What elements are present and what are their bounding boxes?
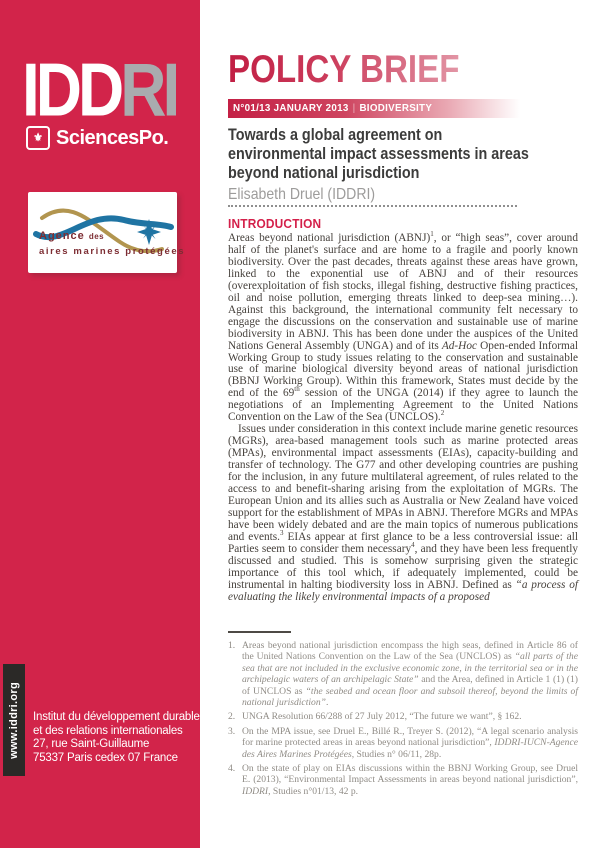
agency-name-small: des — [88, 232, 105, 241]
sciencespo-logo — [26, 126, 168, 150]
document-title-line: environmental impact assessments in areas — [228, 145, 529, 163]
footnote-number: 1. — [228, 640, 236, 651]
footnote — [228, 640, 578, 708]
text-segment: 4 — [411, 541, 415, 550]
iddri-logo-part1: IDD — [22, 47, 121, 133]
address-line: 75337 Paris cedex 07 France — [33, 751, 178, 764]
text-segment: and the Area, defined in Article 1 (1) (1) of UNCLOS as — [242, 674, 578, 697]
footnote-text — [242, 640, 578, 708]
text-segment: Ad-Hoc — [441, 339, 478, 352]
text-segment: Areas beyond national jurisdiction (ABNJ) — [228, 232, 431, 244]
text-segment: Issues under consideration in this context include marine genetic resources (MGRs), area-based management tools such as marine protected areas (MPAs), environmental impact assessments (EIAs), capacity-building and transfer of technology. The G77 and other developing countries are pushing for the inclusion, in any future multilateral agreement, of rules related to the access to and benefit-sharing arising from the exploitation of MGRs. The European Union and its allies such as Australia or New Zealand have voiced support for the establishment of MPAs in ABNJ. Therefore MGRs and MPAs have been widely debated and are the main topics of numerous publications and events. — [228, 423, 578, 543]
institute-address — [33, 711, 200, 765]
footnote-number: 3. — [228, 725, 236, 737]
website-url: www.iddri.org — [8, 681, 20, 759]
body-paragraph — [228, 424, 578, 603]
text-segment: On the MPA issue, see Druel E., Billé R., Treyer S. (2012), “A legal scenario analysis for marine protected areas in areas beyond national jurisdiction”, — [242, 725, 578, 749]
sciencespo-label: SciencesPo. — [56, 126, 169, 149]
footnote — [228, 763, 578, 797]
footnotes — [228, 640, 578, 800]
document-title — [228, 126, 593, 183]
text-segment: 2 — [440, 409, 445, 418]
text-segment: EIAs appear at first glance to be a less controversial issue: all Parties seem to consider them necessary — [228, 530, 578, 555]
text-segment: th — [294, 385, 300, 394]
website-strip — [3, 664, 25, 776]
text-segment: “all parts of the sea that are not included in the exclusive economic zone, in the territorial sea or in the archipelagic waters of an archipelagic State” — [242, 651, 578, 686]
text-segment: “the seabed and ocean floor and subsoil thereof, beyond the limits of national jurisdiction” — [242, 685, 578, 709]
issue-separator: | — [352, 103, 356, 114]
address-line: et des relations internationales — [33, 724, 183, 737]
text-segment: , Studies n° 06/11, 28p. — [351, 748, 442, 760]
text-segment: , or “high seas”, cover around half of the planet's surface and are home to a fragile and poorly known biodiversity. Over the past decades, threats against these areas have grown, linked to the exponential use of ABNJ and of their resources (overexploitation of fish stocks, illegal fishing, destructive fishing practices, oil and noise pollution, emerging threats linked to deep-sea mining…). Against this background, the international community felt necessary to engage the discussions on the conservation and sustainable use of marine biodiversity in ABNJ. This has been done under the auspices of the United Nations General Assembly (UNGA) and of its — [228, 232, 578, 352]
text-segment: UNGA Resolution 66/288 of 27 July 2012, “The future we want”, § 162. — [242, 711, 522, 723]
agency-name-line1 — [39, 230, 104, 242]
issue-topic: BIODIVERSITY — [359, 103, 433, 114]
footnote-divider — [228, 631, 291, 633]
text-segment: IDDRI-IUCN-Agence des Aires Marines Protégées — [242, 737, 578, 760]
text-segment: , and they have been less frequently discussed and studied. This is somehow surprising given the strategic importance of this tool which, if adequately implemented, could be instrumental in halting biodiversity loss in ABNJ. Defined as — [228, 542, 578, 591]
footnote-number: 2. — [228, 711, 236, 723]
agency-name-main: Agence — [39, 230, 85, 242]
text-segment: Areas beyond national jurisdiction encompass the high seas, defined in Article 86 of the United Nations Convention on the Law of the Sea (UNCLOS) as — [242, 640, 578, 663]
agency-name-line2: aires marines protégées — [39, 246, 186, 257]
section-heading: INTRODUCTION — [228, 217, 322, 231]
dotted-divider — [228, 205, 517, 207]
sidebar — [0, 0, 200, 848]
text-segment: , Studies n°01/13, 42 p. — [268, 785, 359, 797]
document-title-line: Towards a global agreement on — [228, 126, 443, 144]
address-line: Institut du développement durable — [33, 711, 200, 723]
iddri-logo — [22, 47, 177, 133]
footnote-text — [242, 711, 578, 722]
document-title-line: beyond national jurisdiction — [228, 164, 420, 182]
text-segment: IDDRI — [242, 785, 269, 797]
footnote-text — [242, 726, 578, 760]
masthead-title: POLICY BRIEF — [228, 48, 460, 91]
author-name: Elisabeth Druel (IDDRI) — [228, 186, 376, 203]
sciencespo-crest-icon: ⚜ — [26, 126, 50, 150]
text-segment: 1 — [430, 230, 434, 239]
text-segment: session of the UNGA (2014) if they agree to launch the negotiations of an Implementing Agreement to the United Nations Convention on the Law of the Sea (UNCLOS). — [228, 387, 578, 424]
footnote — [228, 726, 578, 760]
footnote-text — [242, 763, 578, 797]
footnote — [228, 711, 578, 722]
issue-bar — [228, 99, 520, 118]
footnote-number: 4. — [228, 763, 236, 775]
text-segment: 3 — [280, 529, 284, 538]
text-segment: On the state of play on EIAs discussions within the BBNJ Working Group, see Druel E. (2013), “Environmental Impact Assessments in areas beyond national jurisdiction”, — [242, 763, 578, 786]
iddri-logo-part2: RI — [120, 47, 177, 133]
address-line: 27, rue Saint-Guillaume — [33, 738, 150, 750]
article-body — [228, 230, 578, 604]
text-segment: . — [325, 697, 329, 709]
text-segment: Open-ended Informal Working Group to study issues relating to the conservation and sustainable use of marine biological diversity beyond areas of national jurisdiction (BBNJ Working Group). Within this framework, States must decide by the end of the 69 — [228, 339, 578, 400]
issue-number: N°01/13 JANUARY 2013 — [233, 103, 349, 114]
text-segment: “a process of evaluating the likely environmental impacts of a proposed — [228, 578, 578, 603]
body-paragraph — [228, 230, 578, 424]
marine-agency-logo — [28, 192, 186, 273]
